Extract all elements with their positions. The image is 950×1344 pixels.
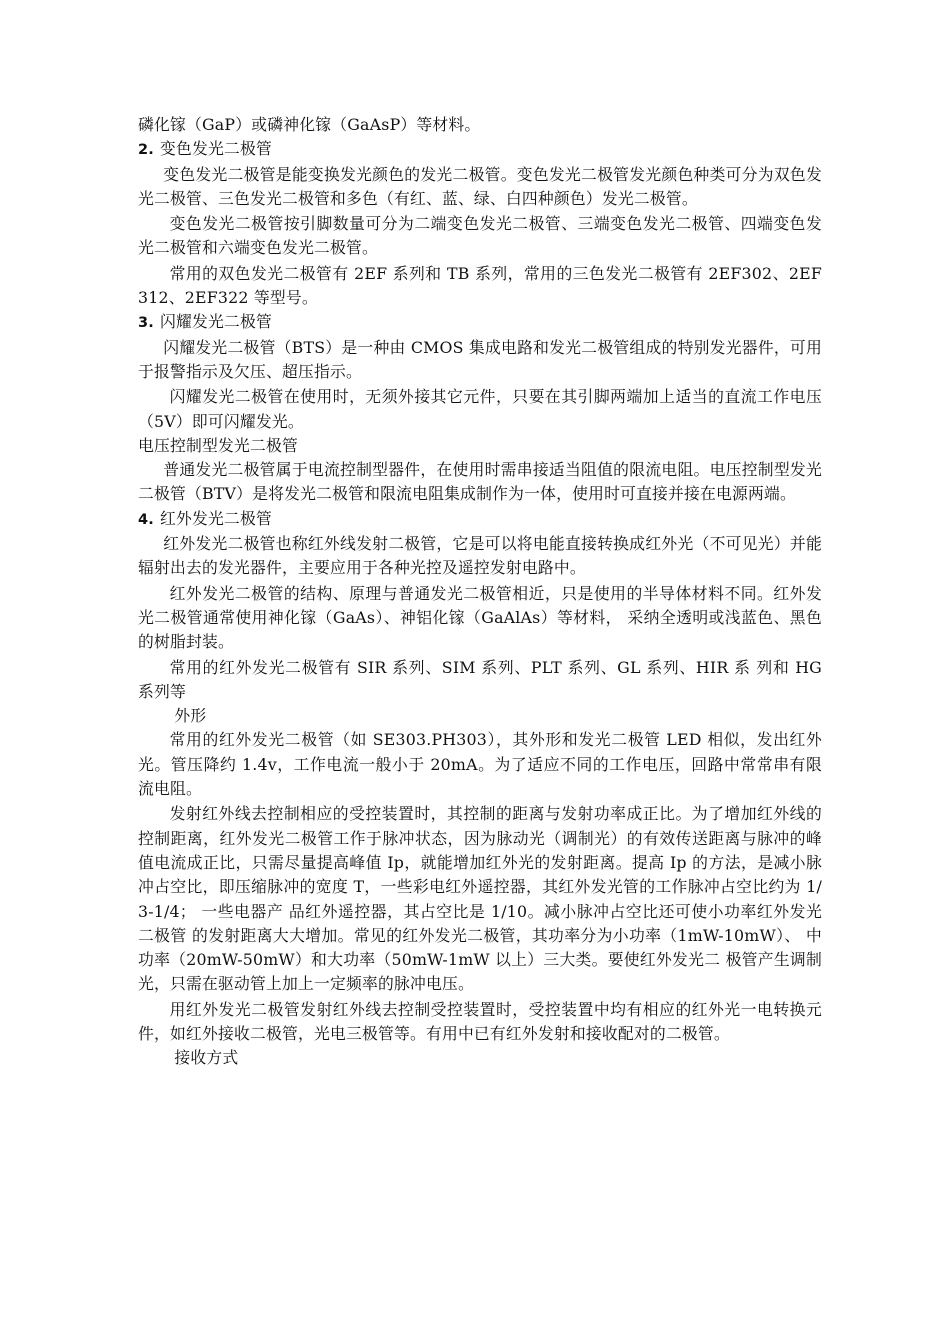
- heading-text: 变色发光二极管: [160, 139, 272, 159]
- heading-receive-method: 接收方式: [174, 1048, 239, 1068]
- paragraph-infrared-receiver: 用红外发光二极管发射红外线去控制受控装置时，受控装置中均有相应的红外光一电转换元件，如红外接收二极管，光电三极管等。有用中已有红外发射和接收配对的二极管。: [138, 999, 822, 1043]
- paragraph-flash-usage: 闪耀发光二极管在使用时，无须外接其它元件，只要在其引脚两端加上适当的直流工作电压（5V）即可闪耀发光。: [138, 387, 822, 431]
- heading-voltage-controlled-led: 电压控制型发光二极管: [138, 435, 298, 455]
- heading-color-change-led: [138, 137, 822, 162]
- paragraph-color-change-intro: 变色发光二极管是能变换发光颜色的发光二极管。变色发光二极管发光颜色种类可分为双色发光二极管、三色发光二极管和多色（有红、蓝、绿、白四种颜色）发光二极管。: [138, 164, 822, 208]
- heading-flash-led: [138, 310, 822, 335]
- paragraph-infrared-structure: 红外发光二极管的结构、原理与普通发光二极管相近，只是使用的半导体材料不同。红外发光二极管通常使用神化镓（GaAs）、神铝化镓（GaAlAs）等材料， 采纳全透明或浅蓝色、黑色的树脂封装。: [138, 583, 822, 652]
- heading-number: 3.: [138, 315, 154, 332]
- paragraph-color-change-models: 常用的双色发光二极管有 2EF 系列和 TB 系列，常用的三色发光二极管有 2EF302、2EF312、2EF322 等型号。: [138, 263, 822, 308]
- heading-text: 红外发光二极管: [160, 508, 272, 528]
- heading-number: 2.: [138, 142, 154, 159]
- paragraph-infrared-series: 常用的红外发光二极管有 SIR 系列、SIM 系列、PLT 系列、GL 系列、HIR 系 列和 HG 系列等: [138, 657, 822, 701]
- paragraph-infrared-pulse: 发射红外线去控制相应的受控装置时，其控制的距离与发射功率成正比。为了增加红外线的控制距离，红外发光二极管工作于脉冲状态，因为脉动光（调制光）的有效传送距离与脉冲的峰值电流成正比，只需尽量提高峰值 Ip，就能增加红外光的发射距离。提高 Ip 的方法，是减小脉冲占空比，即压缩脉冲的宽度 T，一些彩电红外遥控器，其红外发光管的工作脉冲占空比约为 1/3-1/4； 一些电器产 品红外遥控器，其占空比是 1/10。减小脉冲占空比还可使小功率红外发光二极管 的发射距离大大增加。常见的红外发光二极管，其功率分为小功率（1mW-10mW）、 中功率（20mW-50mW）和大功率（50mW-1mW 以上）三大类。要使红外发光二 极管产生调制光，只需在驱动管上加上一定频率的脉冲电压。: [138, 804, 822, 994]
- paragraph-color-change-pins: 变色发光二极管按引脚数量可分为二端变色发光二极管、三端变色发光二极管、四端变色发光二极管和六端变色发光二极管。: [138, 214, 822, 258]
- heading-infrared-led: [138, 507, 822, 532]
- paragraph-materials: 磷化镓（GaP）或磷神化镓（GaAsP）等材料。: [138, 115, 481, 134]
- paragraph-voltage-controlled: 普通发光二极管属于电流控制型器件，在使用时需串接适当阻值的限流电阻。电压控制型发光二极管（BTV）是将发光二极管和限流电阻集成制作为一体，使用时可直接并接在电源两端。: [138, 460, 822, 504]
- paragraph-infrared-intro: 红外发光二极管也称红外线发射二极管，它是可以将电能直接转换成红外光（不可见光）并能辐射出去的发光器件，主要应用于各种光控及遥控发射电路中。: [138, 534, 822, 578]
- heading-text: 闪耀发光二极管: [160, 312, 272, 332]
- paragraph-flash-intro: 闪耀发光二极管（BTS）是一种由 CMOS 集成电路和发光二极管组成的特别发光器件，可用于报警指示及欠压、超压指示。: [138, 337, 822, 381]
- heading-appearance: 外形: [174, 706, 207, 726]
- paragraph-infrared-appearance: 常用的红外发光二极管（如 SE303.PH303），其外形和发光二极管 LED 相似，发出红外光。管压降约 1.4v，工作电流一般小于 20mA。为了适应不同的工作电压，回路中常常串有限流电阻。: [138, 730, 822, 799]
- heading-number: 4.: [138, 511, 154, 528]
